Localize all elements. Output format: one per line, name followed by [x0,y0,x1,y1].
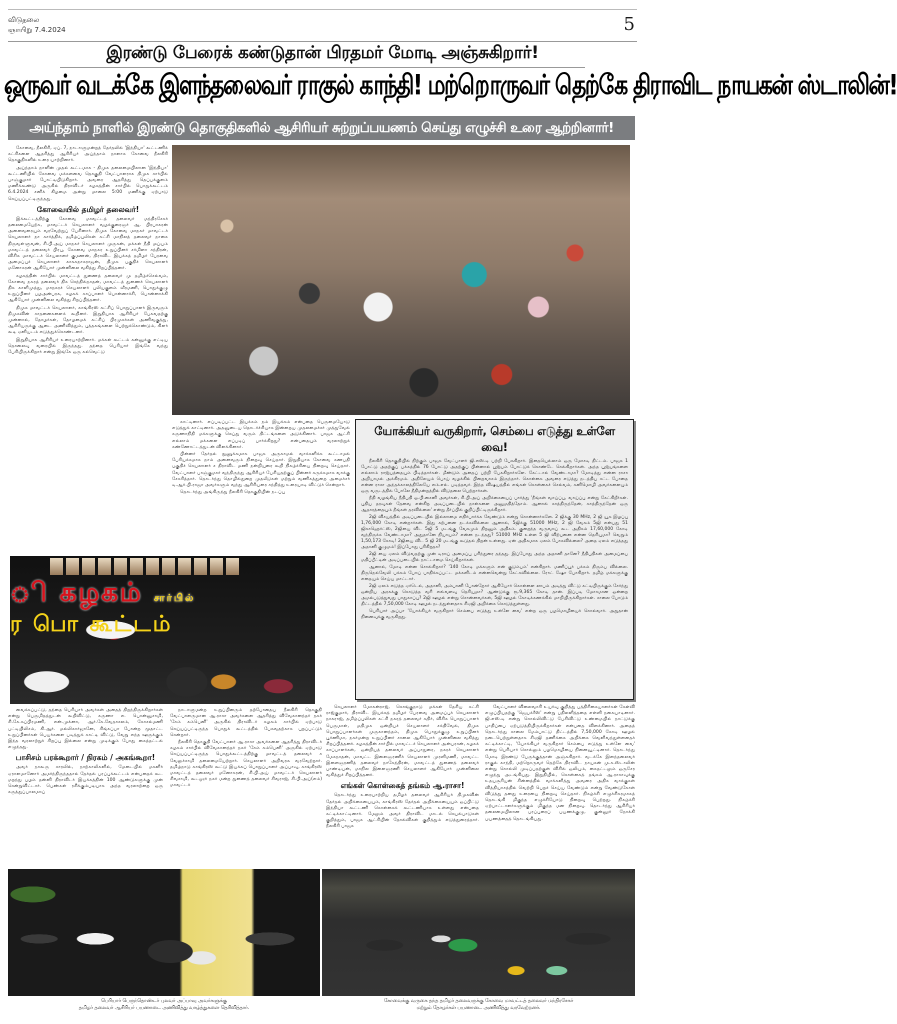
boxed-story-body [361,459,628,621]
article-lead: கோவை, நீலகிரி, ஏப். 7, நாடாளுமன்றத் தேர்தலில் 'இந்தியா' கூட்டணிக் கட்சிகளை ஆதரித்து ஆசிரியர் அய்ந்தாம் நாளாக கோவை நீலகிரி தொகுதிகளில் உரை யாற்றினார். [8,146,168,164]
article-column-lower-3 [326,705,479,865]
article-paragraph: இறுதியாக ஆசிரியர் உரையாற்றினார். மக்கள் கூட்டம் கன்னுக்கு எட்டிய தொலைவு வரையில் இருந்தது. தந்தை பெரியார் இங்கே வந்து பேசியிருக்கிறார் என்று இங்கே ஒரு கல்வெட்டு [8,337,168,356]
masthead [8,15,66,35]
article-paragraph: திமுக மாவட்டச் செயலாளர், காங்கிரஸ் கட்சிப் பொறுப்பாளர் இருவரும் திமுகவின் சாதனைகளைக் கூறினர். இறுதியாக ஆசிரியர் பேசுவதற்கு முன்னால், தோழர்கள், தோழமைக் கட்சிப் பிரமுகர்கள் அணிவகுத்து, ஆசிரியருக்கு ஆடை அணிவித்தும், புத்தகங்களை பெற்றுக்கொண்டும், கிளர் கூடி ஏனியடம் எடுத்துக்கொண்டனர். [8,305,168,336]
stage-photo [10,556,315,704]
boxed-paragraph: நீலகிரி தொகுதியில் நிற்கும் பாஜக வேட்பாளர் ஜி.எஸ்.டி பற்றி பேசுகிறார். இதையெல்லாம் ஒரு மோசடி திட்டம். பாஜக 1 போட்டு அதற்குப் பக்கத்தில் 76 போட்டு அதற்குப் பின்னால் பூஜ்யம் போட்டுக் கொண்டே செல்கிறார்கள். அந்த பூஜ்யங்களை எல்லாம் ராஜ்யத்தையும் பிடித்தார்கள். மீண்டும் அதைப் பற்றி பேசுகிறார்களே. கேட்டால் வேண்டாமா? மோடித்து என்ன ராசா அறியாமல் அக்கிரமம். அதிலேயும் பொய் வழக்கில் பிறைவாசம் இருந்தார். கொள்கை அவரை எடுத்து நடத்திய சட்ட போதை என்ன ராசா அந்தக்காலத்திலேயே எம்.எல். படித்தவர். இந்த விஷயத்தில் எங்கள் கொள்கைச் செல்வம், கனிமொழி அவர்களையும் ஒரு வருடத்தில் போலே நீதிமன்றத்தில் விடுதலை பெற்றார்கள். [361,459,628,494]
photo-caption-left: பெரியார் பெருந்தொண்டர் புலவர் அப்பாவு அவர்களுக்கு தமிழர் தலைவர் ஆசிரியர் பயணாடை அணிவித்து வாழ்த்துகளை தெரிவித்தார். [78,999,250,1011]
boxed-paragraph: 2ஜி ஏலம் எடுத்த ஏர்டெல், அதானி, அம்பானி போன்றோர் ஆகியோர் கொள்ளை லாபம் அடித்து விட்டு கட்டியிருக்கும் சேர்ந்து ஒன்றிய அரசுக்கு கொடுத்த வரி எவ்வளவு தெரியுமா? ஆண்டுக்கு ரூ.9,365 கோடி தான். இப்படி மோசமான ஒன்றை அமல்படுத்துவது பாதுகாப்பு? 2ஜி ஊழல் என்று சொன்னவர்கள், 5ஜி ஊழல் கோடிக்கணக்கில் மாறியிருக்கிறார்கள். சாலை போடும் திட்டத்தில் 7,50,000 கோடி ஊழல் நடந்துள்ளதாக சிஏஜி அறிக்கை கொடுத்துள்ளது. [361,584,628,607]
banner-portraits [50,558,239,575]
main-headline: ஒருவர் வடக்கே இளந்தலைவர் ராகுல் காந்தி! மற்றொருவர் தெற்கே திராவிட நாயகன் ஸ்டாலின்! [4,70,897,102]
article-paragraph: அய்ந்தாம் நாளின் முதல் கூட்டமாக - திமுக தலைமையிலான 'இந்தியா' கூட்டணியில் கோவை மக்களவை தொகுதி வேட்பாளராக திமுக சார்பில் பாஞ்குமார் போட்டியிடுகிறார். அவரை ஆதரித்து தெப்பக்குளம் மணிக்கூண்டு அருகில் திராவிடர் கழகத்தின் சார்பில் பொதுக்கூட்டம் 6.4.2024 சனிக் கிழமை அன்று மாலை 5:00 மணிக்கு ஏற்பாடு செய்யப்பட்டிருந்தது. [8,165,168,202]
article-paragraph: தொடர்ந்து உரையாற்றிய தமிழர் தலைவர் ஆசிரியர் திமுகவின் தேர்தல் அறிக்கையையும், காங்கிரஸ் தேர்தல் அறிக்கையையும் ஒப்பிட்டு இந்தியா கூட்டணி கொள்கைக் கூட்டணியாக உள்ளது என்பதை சுட்டிக்காட்டினார். மேலும் அவர் திராவிட மாடல் செயல்பாடுகள் குறித்தும், பாஜக ஆட்சியின் தோல்விகள் குறித்தும் எடுத்துரைத்தார். நீலகிரி பாஜக [326,793,479,830]
article-paragraph: நீலகிரி தொகுதி வேட்பாளர் ஆ.ராசா அவர்களை ஆதரித்து திராவிடர் கழகம் சார்பில் விவேகானந்தர் நகர் 'சேம் கம்பெனி' அருகில் ஏற்பாடு செய்யப்பட்டிருந்த பொதுக்கூட்டத்திற்கு மாவட்டத் தலைவர் ச வேலுச்சாமி தலைமையேற்றார். செயலாளர் அறிவரசு வரவேற்றார். தமிழ்நாடு காங்கிரஸ் கூட்டு இயக்கப் பொறுப்பாளர் அப்பாவு, காங்கிரஸ் மாவட்டத் தலைவர் மனோகரன், சி.பி.அய் மாவட்டச் செயலாளர் சிவசாமி, கூடலூர் நகர் மன்ற துணைத் தலைவர் சிவராஜ், சி.பி.அய்(எம்) மாவட்டச் [170,740,322,789]
headline-divider [60,67,585,68]
article-paragraph: செயலாளர் மோகன்ராஜ், கொங்குநாடு மக்கள் தேசிய கட்சி ராஜ்குமார், திராவிட இயக்கத் தமிழர் பேரவை அமைப்புச் செயலாளர் நாகராஜ், தமிழ்ப்புலிகள் கட்சி நகரத் தலைவர் கதிர், விசிக பொறுப்பாளர் பெருமாள், மதிமுக ஒன்றியச் செயலாளர் சக்திவேல், திமுக பொறுப்பாளர்கள் முருகானந்தம், திமுக பொதுக்குழு உறுப்பினர் பூர்ணிமா, நகர்மன்ற உறுப்பினர் சாலை ஆகியோர் முன்னிலை வகித்து சிறப்பித்தனர். கழகத்தின் சார்பில் மாவட்டச் செயலாளர் அன்பரசன், கழகக் காப்பாளர்கள், ஒன்றியத் தலைவர் அப்பாதுரை, நகரச் செயலாளர் மேகநாதன், மாவட்ட இளைஞரணிச் செயலாளர் முரளிமணி, மாவட்ட இளைஞரணித் தலைவர் நாகேந்திரன், மாவட்டத் துணைத் தலைவர் பாண்டியன், மாநில இளைஞரணி செயலாளர் ஆகியோர் முன்னிலை வகித்துச் சிறப்பித்தனர். [326,705,480,779]
boxed-paragraph: 2ஜி யை ஏலம் விடுவதற்கு முன் டிராய் அமைப்பு பரிந்துரை தந்தது. இப்போது அந்த அதானி தானே? நீதிபதிகள் அமைப்பை மதிப்பீட்டின் அடிப்படையில் நாட்டாமை செய்கிறார்கள். [361,552,628,563]
stage-banner-line1: ி கழகம் சார்பில் [10,578,196,608]
article-column-lower-1 [8,708,163,864]
article-column-lower-4 [485,705,635,865]
header-rule [8,41,637,42]
boxed-paragraph: ஆனால், மோடி என்ன சொல்கிறார்? '140 கோடி மக்களும் என் குடும்பம்' என்கிறார். மணிப்பூர் பக்கம் திரும்ப வில்லை. திருநெல்வேலி பக்கம் போய் பாதிக்கப்பட்ட மக்களிடம் என்னவென்று கேட்கவில்லை. ரோட் ஷோ போகிறார். தமிழ் மக்களுக்கு எதையும் செய்ய மாட்டார். [361,565,628,582]
boxed-paragraph: பெரியார் அப்பா 'யோக்கியர் வருகிறார் செம்பை எடுத்து உள்ளே வை' என்ற ஒரு பழமொழியைச் சொல்வார். அதுதான் நினைவுக்கு வருகிறது. [361,609,628,620]
kicker-headline: இரண்டு பேரைக் கண்டுதான் பிரதமர் மோடி அஞ்சுகிறார்! [106,43,539,63]
article-paragraph: கழகத்தின் சார்பில் மாவட்டத் துணைத் தலைவர் மு தமிழ்ச்செல்வம், கோவை நகரத் தலைவர் திக செந்தில்நாதன், மாவட்டத் துணைச் செயலாளர் திக காளிமுத்து, மாநகரச் செயலாளர் புலியகுளம் வீரமணி, பொதுக்குழு உறுப்பினர் பழஅன்பரசு, கழகக் காப்பாளர் பொன்னாச்சி, பொன்னாக்கி ஆகியோர் முன்னிலை வகித்து சிறப்பித்தனர். [8,273,168,304]
article-paragraph: பின்னர் தேர்தல் நுணுக்கமாக பாஜக அருகாமல் வாக்களிக்க கூட்டாமல் பேரியக்கமாக நாம் அனைவரும் நிறைவு செய்தார். இறுதியாக கோவை கணபதி பகுதிச் செயலாளர் ச திராவிட மணி நன்றியுரை கூறி நிகழ்ச்சியை நிறைவு செய்தார். வேட்பாளர் பாஞ்குமார் வந்திருந்து ஆசிரியர் பேசியதற்குப் பின்னர் கருக்கமாக வாக்கு சேகரித்தார். தொடர்ந்து தொழில்துறை முதலீடுகள் மற்றும் வணிகத்துறை அமைச்சர் டி.ஆர்.பி.ராஜா அவர்களும் வந்து ஆசிரியரை சந்தித்து உரையாடி விட்டுச் சென்றார். [172,452,350,489]
article-column-2 [172,420,350,555]
boxed-paragraph: நீதி வழங்கிய நீதிபதி ஓ.பி.சைனி அவர்கள், சி.பி.அய் அறிக்கையைப் பார்த்து 'நீங்கள் வாய்ப்பு, வாய்ப்பு என்று கேட்கிறீர்கள். புதிய தரவுகள் தேவை என்கிற அடிப்படையில் நாள்களை அனுமதித்தோம். ஆனால் காத்திருந்தேன், காத்திருந்தேன் ஒரு ஆதாரத்தையும் நீங்கள் தரவில்லை' என்று தீர்ப்பில் குறிப்பிட்டிருக்கிறார். [361,496,628,513]
article-paragraph: வைக்கப்பட்டு, தந்தை பெரியார் அவர்கள் அதைத் திறந்திருக்கிறார்கள் என்று பெருமிதத்துடன் கூறிவிட்டு, கருணா எ. பொன்னுசாமி, சி.கே.சுப்பிரமணி, என்.முக்னா, ஆர்.கே.வேதாசலம், கோசல்மணி பட்டியிலிசம், கி.ஆர். மல்லிகார்ஜுனே, சிங்கப்பா போன்ற மூதாட்ட உறுப்பினர்கள் பெயர்களை படித்துக் காட்டி விட்டு, வேறு எந்த ஊருக்கும் இந்த வரலாற்றுச் சிறப்பு இல்லை என்று முடிக்கும் போது கைத்தட்டல் எழுந்தது. [8,708,163,751]
felicitation-photo [8,869,320,996]
article-column-1 [8,146,168,550]
page-number: 5 [623,14,635,35]
stage-banner-line2: ர பொ கூட்டம் [10,612,173,637]
section-subhead: எங்கள் கொள்கைத் தங்கம் ஆ.ராசா! [340,781,465,791]
paper-name: விடுதலை [8,16,40,24]
date-line: ஞாயிறு 7.4.2024 [8,26,66,34]
boxed-paragraph: 2ஜி விசயத்தில் அடிப்படையில் இல்லாமை எதிர்பார்க்க வேண்டும் என்று சொன்னார்களே. 2 ஜிக்கு 30 MHz, 2 ஜி யூக இழப்பு 1,76,000 கோடி என்றார்கள். இது கற்பனை நடக்கவில்லை ஆனால், 5ஜிக்கு 51000 MHz, 2 ஜி வேகம் 5ஜி என்பது 51 ஜிகாஹெர்ட்ஸ், 2ஜியை விட 5ஜி 5 மடங்கு வேகமும் திறனும் அதிகம். குறைந்த வருவாய் கூட அதிகம் 17,60,000 கோடி வந்திருக்க வேண்டாமா? அதுதானே நியாயம்? என்ன நடந்தது? 51000 MHz உள்ள 5 ஜி விற்பனை என்ன தெரியுமா? வெறும் 1,50,173 கோடி! 2ஜியை விட 5 ஜி 20 மடங்கு கூடுதல் திறன் உள்ளது. ஏன் அதிகமாக ஏலம் போகவில்லை? அதை ஏலம் எடுத்தது அதானி குழுமம்! இப்போது புரிகிறதா? [361,515,628,550]
article-column-lower-2 [170,708,322,864]
welcome-photo [322,869,635,996]
article-paragraph: அவர் நாகூரு சாரலில், நாற்காலிகளில், மேடையில் மகளிர் ஏராளமானோர் அமர்ந்திருந்ததால் தேர்தல் பரப்புக்கூட்டம் என்பதைக் கூட மறந்து பழம் தன்னி திராவிடர் இயக்கத்தின் 100 ஆண்டுகளுக்கு முன் சென்றுவிட்டார். பெண்கள் ரசிக்கும்படியாக அந்த வரலாற்றை ஒரு கருத்துப்பாலமாய் [8,765,163,796]
crowd-photo [172,145,630,415]
boxed-story-title: யோக்கியர் வருகிறார், செம்பை எடுத்து உள்ளே வை! [374,424,615,454]
article-paragraph: காட்டினார். எப்படிப்பட்ட இயக்கம் நம் இயக்கம் என்பதை பெருமையோடு எடுத்துக் காட்டினார். அதனுடைய தொடர்ச்சியாக இன்றைய முதலமைச்சர் முத்துவேல் கருணாநிதி மக்களுக்கு செய்து வரும் திட்டங்களை அடுக்கினார். பாஜக ஆட்சி எல்லாம் மக்களை எப்படிப் பார்க்கிறது? என்பதையும் வரலாற்றுக் கண்ணோட்டத்துடன் விளக்கினார். [172,420,350,450]
article-paragraph: இக்கூட்டத்திற்கு கோவை மாவட்டத் தலைவர் மந்திரசேகர் தலைமையேற்க, மாவட்டச் செயலாளர் வழக்குரைஞர் ஆ. பிரபாகரன் அனைவரையும் வரவேற்றுப் பேசினார். திமுக கோவை மாநகர் மாவட்டச் செயலாளர் நா கார்த்திக், தமிழ்ப்புலிகள் கட்சி மாநிலத் தலைவர் நாகை திருவள்ளுவன், சி.பி.அய் மாநகர் செயலாளர் முருகன், மக்கள் நீதி மய்யம் மாவட்டத் தலைவர் பிரபு, கோவை மாநகர உறுப்பினர் சர்மிளா சந்திரன், விசிக மாவட்டச் செயலாளர் குமணன், திராவிட இயக்கத் தமிழர் பேரவை அமைப்புச் செயலாளர் காசுகநாகராஜன், திமுக பகுதிச் செயலாளர் மனோகரன் ஆகியோர் முன்னிலை வகித்து சிறப்பித்தனர். [8,216,168,272]
section-subhead: கோவையில் தமிழர் தலைவர்! [36,204,140,214]
boxed-story [355,419,634,700]
subheadline-band: அய்ந்தாம் நாளில் இரண்டு தொகுதிகளில் ஆசிரியர் சுற்றுப்பயணம் செய்து எழுச்சி உரை ஆற்றினார்! [8,116,635,140]
photo-caption-right: கோவைக்கு வருகை தந்த தமிழர் தலைவருக்கு கோவை மாவட்டத் தலைவர் மந்திரசேகர் மற்றும் தோழர்கள் பயணாடை அணிவித்து வரவேற்றனர். [383,999,574,1011]
article-paragraph: நாடாளுமன்ற உறுப்பினரும் தற்போதைய நீலகிரி தொகுதி வேட்பாளருமான ஆ.ராசா அவர்களை ஆதரித்து விவேகானந்தர் நகர் 'சேம் கம்பெனி' அருகில் திராவிடர் கழகம் சார்பில் ஏற்பாடு செய்யப்பட்டிருந்த பொதுக் கூட்டத்தில் பேசுவதற்காக புறப்பட்டுச் சென்றார். [170,708,322,738]
article-paragraph: வேட்பாளர் விலைவாசி உயர்வு குறித்து பத்திரிகையாளர்கள் கேள்வி எழுப்பியதற்கு 'ஜெயக்ரீஸ்' என்று பதிலளித்ததை எள்ளி நகையாடினார். ஜி.எஸ்.டி என்று சொல்லிவிட்டு பேசிவிட்டு உண்மையில் நாட்டுக்கு பாதிப்பை ஏற்படுத்தியிருக்கிறார்கள் என்பதை விளக்கினார். அதைத் தொடர்ந்து சாலை மேம்பாட்டு திட்டத்தில் 7,50,000 கோடி ஊழல் நடைபெற்றுள்ளதாக சிஏஜி தணிக்கை அறிக்கை வெளிவந்துள்ளதைச் சுட்டிக்காட்டி, 'யோக்கியர் வருகிறார் செம்பை எடுத்து உள்ளே வை' என்று பெரியார் சொல்லும் பழமொழியை நினைவூட்டினார். தொடர்ந்து மோடி இரண்டு பேருக்குத்தான் அஞ்சுகிறார். வடக்கே இளந்தலைவர் ராகுல் காந்தி, மற்றொருவர் தெற்கே திராவிட நாயகன் மு.க.ஸ்டாலின் என்று சொல்லி முடிப்பதற்குள் விசில் ஒலியும், கைதட்டலும் ஒருசேர எழுந்து அடங்கியது. இறுதியில், கொள்கைத் தங்கம் ஆ.ராசாவுக்கு உதயசூரியன் சின்னத்தில் வாக்களித்து அவரை அதிக வாக்குகள் வித்தியாசத்தில் வெற்றி பெறச் செய்ய வேண்டும் என்று வேண்டுகோள் விடுத்து தனது உரையை நிறைவு செய்தார். நிகழ்ச்சி எழுச்சிகரமாகத் தொடங்கி மிகுந்த எழுச்சியோடு நிறைவு பெற்றது. நிகழ்ச்சி ஏற்பாட்டாளர்களுக்கும் மிகுந்த மன நிறைவு. தொடர்ந்து ஆசிரியர் தலைமையிலான பரப்புரைப் பயணக்குழு, குன்னூர் நோக்கி பயணத்தைத் தொடங்கியது. [485,705,635,822]
section-subhead: பாசிசம் பரக்கூறார் / நிரகம் / அகங்கூறா! [15,753,156,763]
article-paragraph: தொடர்ந்து அங்கிருந்து நீலகிரி தொகுதியின் நடப்பு [180,490,286,496]
top-rule [8,9,637,10]
